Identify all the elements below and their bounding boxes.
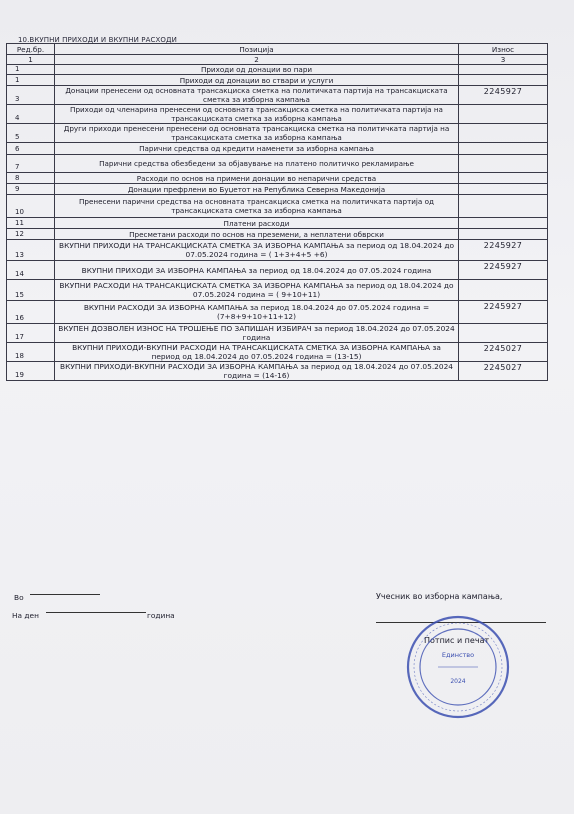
- row-amount: [459, 124, 548, 143]
- table-row: [7, 173, 548, 184]
- row-number: 8: [7, 173, 55, 184]
- header-number-3: 3: [459, 55, 548, 65]
- participant-label: Учесник во изборна кампања,: [376, 592, 503, 601]
- date-line: [46, 612, 146, 613]
- row-amount: [459, 280, 548, 301]
- row-number: 11: [7, 218, 55, 229]
- row-amount: [459, 195, 548, 218]
- row-amount: [459, 218, 548, 229]
- header-position: Позиција: [55, 44, 459, 55]
- row-position: ВКУПЕН ДОЗВОЛЕН ИЗНОС НА ТРОШЕЊЕ ПО ЗАПИШАН ИЗБИРАЧ за период 18.04.2024 до 07.05.2024 година: [55, 324, 459, 343]
- row-number: 1: [7, 75, 55, 86]
- table-row: [7, 105, 548, 124]
- stamp-year: 2024: [450, 678, 466, 685]
- row-amount: [459, 229, 548, 240]
- table-row: [7, 229, 548, 240]
- header-amount: Износ: [459, 44, 548, 55]
- row-position: Пресметани расходи по основ на преземени, а неплатени обврски: [55, 229, 459, 240]
- table-row: [7, 261, 548, 280]
- header-number-1: 1: [7, 55, 55, 65]
- row-position: ВКУПНИ РАСХОДИ ЗА ИЗБОРНА КАМПАЊА за период 18.04.2024 до 07.05.2024 година = (7+8+9+10+11+12): [55, 301, 459, 324]
- row-amount: 2245927: [459, 261, 548, 280]
- table-row: [7, 184, 548, 195]
- row-position: Приходи од членарина пренесени од основната трансакциска сметка на политичката партија на трансакциската сметка за изборна кампања: [55, 105, 459, 124]
- row-position: Други приходи пренесени пренесени од основната трансакциска сметка на политичката партија на трансакциската сметка за изборна кампања: [55, 124, 459, 143]
- table-row: [7, 343, 548, 362]
- header-number-2: 2: [55, 55, 459, 65]
- row-amount: [459, 173, 548, 184]
- row-amount: 2245927: [459, 86, 548, 105]
- row-number: 12: [7, 229, 55, 240]
- table-header-row: [7, 44, 548, 55]
- row-number: 16: [7, 301, 55, 324]
- place-line: [30, 594, 100, 595]
- row-position: ВКУПНИ РАСХОДИ НА ТРАНСАКЦИСКАТА СМЕТКА ЗА ИЗБОРНА КАМПАЊА за период од 18.04.2024 до 07.05.2024 година = ( 9+10+11): [55, 280, 459, 301]
- table-row: [7, 86, 548, 105]
- row-number: 19: [7, 362, 55, 381]
- row-number: 10: [7, 195, 55, 218]
- row-number: 5: [7, 124, 55, 143]
- table-row: [7, 143, 548, 155]
- row-number: 9: [7, 184, 55, 195]
- official-stamp: [404, 613, 512, 721]
- row-number: 4: [7, 105, 55, 124]
- place-label: Во: [14, 593, 24, 602]
- table-row: [7, 301, 548, 324]
- stamp-center-text: Единство: [441, 651, 475, 659]
- row-amount: [459, 65, 548, 75]
- table-number-row: [7, 55, 548, 65]
- table-row: [7, 65, 548, 75]
- row-number: 1: [7, 65, 55, 75]
- table-row: [7, 218, 548, 229]
- table-row: [7, 280, 548, 301]
- row-number: 6: [7, 143, 55, 155]
- row-number: 13: [7, 240, 55, 261]
- row-amount: [459, 105, 548, 124]
- row-number: 7: [7, 155, 55, 173]
- signature-label: Потпис и печат: [424, 636, 490, 645]
- year-label: година: [147, 611, 175, 620]
- row-amount: [459, 324, 548, 343]
- row-position: Расходи по основ на примени донации во непарични средства: [55, 173, 459, 184]
- income-expense-table: [6, 43, 548, 381]
- table-row: [7, 124, 548, 143]
- table-row: [7, 195, 548, 218]
- row-position: Парични средства обезбедени за објавување на платено политичко рекламирање: [55, 155, 459, 173]
- row-number: 14: [7, 261, 55, 280]
- row-amount: [459, 143, 548, 155]
- row-position: Приходи од донации во ствари и услуги: [55, 75, 459, 86]
- row-amount: 2245927: [459, 240, 548, 261]
- row-position: Платени расходи: [55, 218, 459, 229]
- row-amount: [459, 155, 548, 173]
- table-row: [7, 362, 548, 381]
- row-position: ВКУПНИ ПРИХОДИ-ВКУПНИ РАСХОДИ ЗА ИЗБОРНА КАМПАЊА за период од 18.04.2024 до 07.05.2024 година = (14-16): [55, 362, 459, 381]
- row-number: 18: [7, 343, 55, 362]
- row-position: ВКУПНИ ПРИХОДИ ЗА ИЗБОРНА КАМПАЊА за период од 18.04.2024 до 07.05.2024 година: [55, 261, 459, 280]
- row-amount: 2245927: [459, 301, 548, 324]
- row-position: ВКУПНИ ПРИХОДИ-ВКУПНИ РАСХОДИ НА ТРАНСАКЦИСКАТА СМЕТКА ЗА ИЗБОРНА КАМПАЊА за период од 18.04.2024 до 07.05.2024 година = (13-15): [55, 343, 459, 362]
- row-position: ВКУПНИ ПРИХОДИ НА ТРАНСАКЦИСКАТА СМЕТКА ЗА ИЗБОРНА КАМПАЊА за период од 18.04.2024 до 07.05.2024 година = ( 1+3+4+5 +6): [55, 240, 459, 261]
- section-title: 10.ВКУПНИ ПРИХОДИ И ВКУПНИ РАСХОДИ: [18, 36, 177, 44]
- table-row: [7, 75, 548, 86]
- date-label: На ден: [12, 611, 39, 620]
- row-position: Приходи од донации во пари: [55, 65, 459, 75]
- row-position: Донации пренесени од основната трансакциска сметка на политичката партија на трансакциската сметка за изборна кампања: [55, 86, 459, 105]
- row-number: 3: [7, 86, 55, 105]
- row-amount: [459, 75, 548, 86]
- row-amount: 2245027: [459, 362, 548, 381]
- table-row: [7, 155, 548, 173]
- row-amount: 2245027: [459, 343, 548, 362]
- row-position: Донации префрлени во Буџетот на Република Северна Македонија: [55, 184, 459, 195]
- row-number: 17: [7, 324, 55, 343]
- table-row: [7, 240, 548, 261]
- row-number: 15: [7, 280, 55, 301]
- row-position: Парични средства од кредити наменети за изборна кампања: [55, 143, 459, 155]
- row-amount: [459, 184, 548, 195]
- header-row-no: Ред.бр.: [7, 44, 55, 55]
- table-row: [7, 324, 548, 343]
- row-position: Пренесени парични средства на основната трансакциска сметка на политичката партија од трансакциската сметка за изборна кампања: [55, 195, 459, 218]
